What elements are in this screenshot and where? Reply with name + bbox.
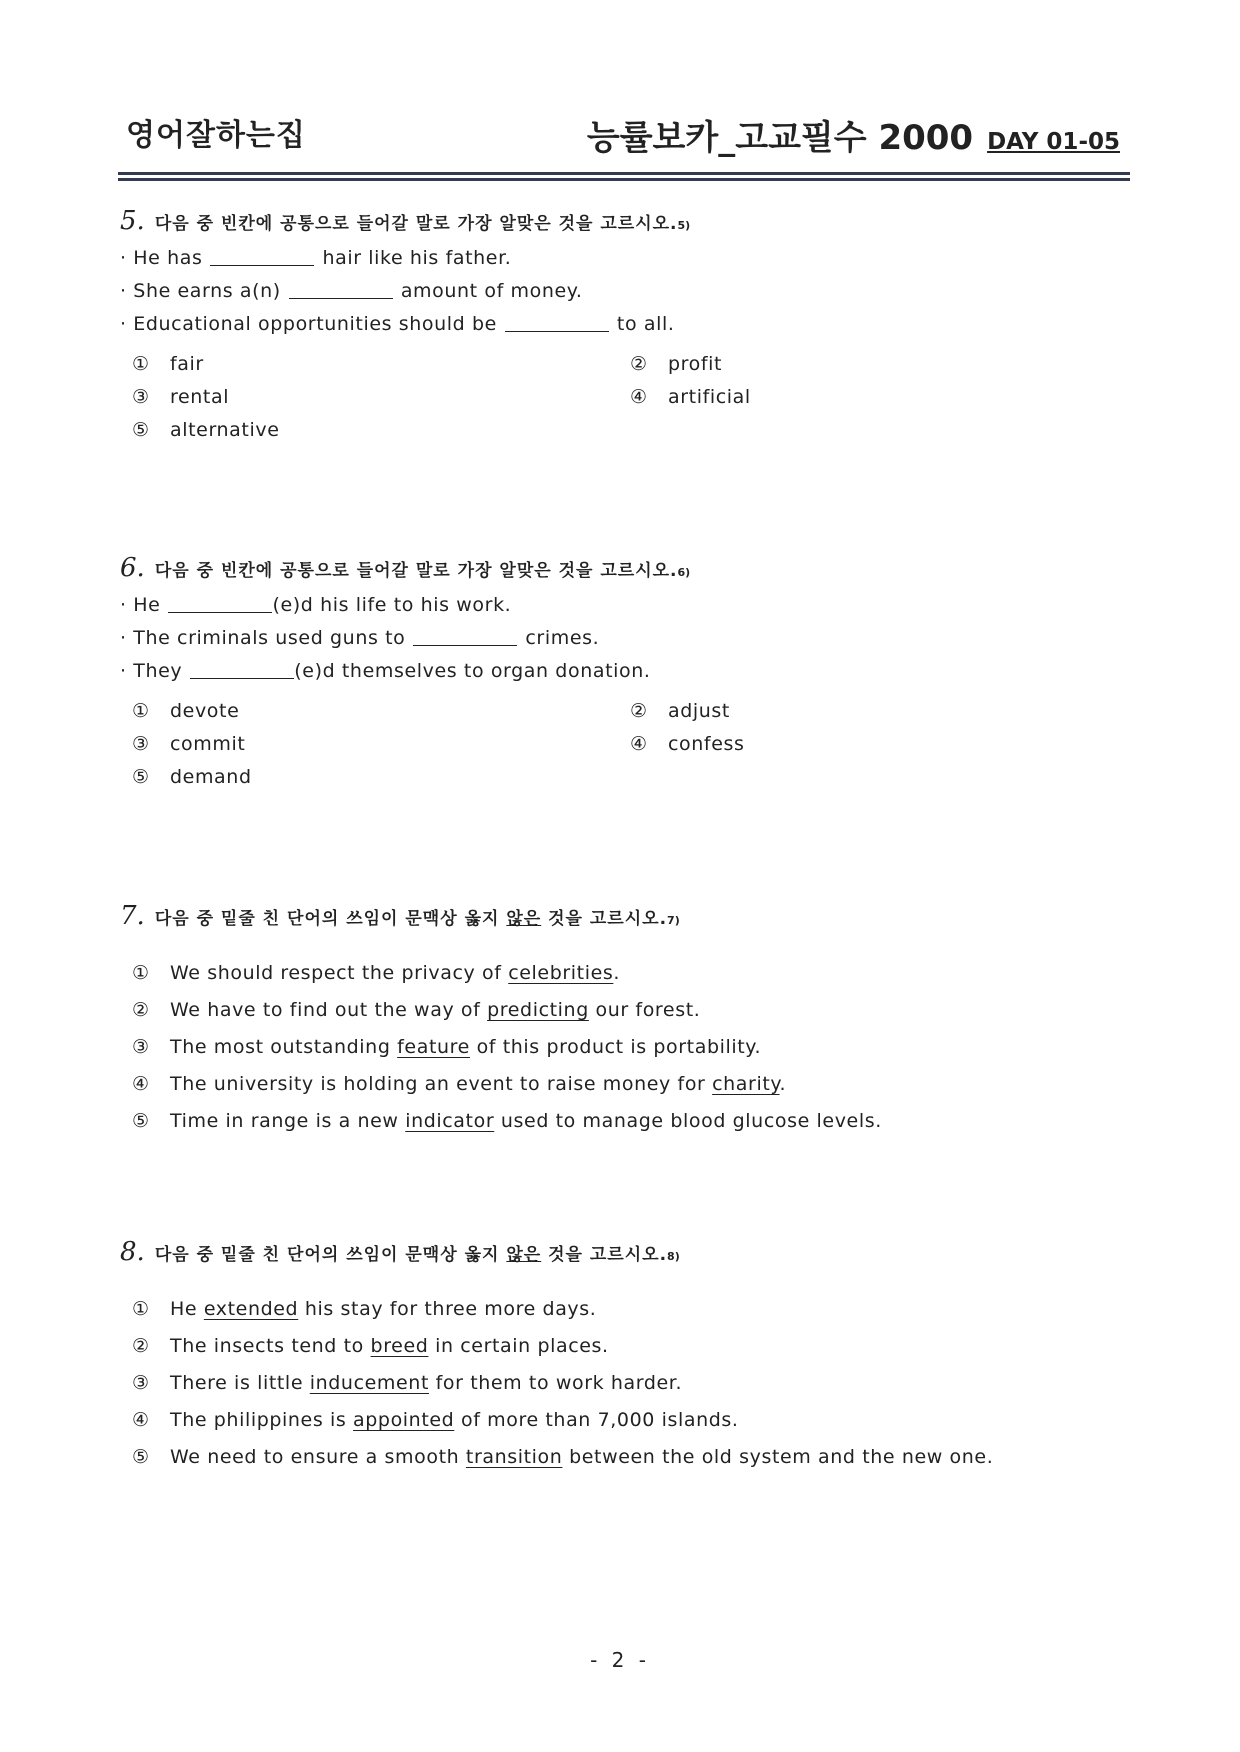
footnote-mark: 8): [667, 1250, 680, 1263]
answer-blank: [413, 625, 517, 646]
option-2[interactable]: ② The insects tend to breed in certain places.: [132, 1335, 609, 1357]
day-range: DAY 01-05: [987, 129, 1120, 155]
question-number: 7.: [120, 901, 145, 931]
answer-options: [120, 1291, 1120, 1476]
emphasis-not: 않은: [506, 909, 542, 929]
underlined-word: charity: [712, 1073, 780, 1095]
header-rule-bottom: [118, 178, 1130, 181]
option-4[interactable]: ④ The philippines is appointed of more than 7,000 islands.: [132, 1409, 739, 1431]
footnote-mark: 6): [677, 566, 691, 579]
underlined-word: appointed: [353, 1409, 455, 1431]
blank-sentence: · He (e)d his life to his work.: [120, 594, 512, 616]
answer-blank: [289, 278, 393, 299]
emphasis-not: 않은: [506, 1245, 542, 1265]
question-number: 5.: [120, 206, 145, 236]
underlined-word: indicator: [405, 1110, 495, 1132]
page-number: - 2 -: [590, 1648, 650, 1672]
question-header: [120, 206, 1120, 242]
option-5[interactable]: ⑤ demand: [132, 766, 252, 788]
option-2[interactable]: ② adjust: [630, 700, 730, 722]
question-7: [120, 901, 1120, 1140]
blank-sentence: · They (e)d themselves to organ donation.: [120, 660, 651, 682]
underlined-word: predicting: [487, 999, 589, 1021]
blank-sentence: · She earns a(n) amount of money.: [120, 280, 583, 302]
underlined-word: breed: [370, 1335, 429, 1357]
option-2[interactable]: ② We have to find out the way of predicting our forest.: [132, 999, 701, 1021]
book-heading: [587, 110, 1120, 159]
book-title: 능률보카_고교필수 2000: [586, 118, 974, 158]
option-4[interactable]: ④ The university is holding an event to raise money for charity.: [132, 1073, 787, 1095]
option-4[interactable]: ④ confess: [630, 733, 745, 755]
question-header: [120, 553, 1120, 589]
blank-sentence: · The criminals used guns to crimes.: [120, 627, 600, 649]
underlined-word: inducement: [309, 1372, 429, 1394]
underlined-word: extended: [203, 1298, 299, 1320]
question-number: 8.: [120, 1237, 145, 1267]
option-1[interactable]: ① devote: [132, 700, 240, 722]
question-prompt: 다음 중 밑줄 친 단어의 쓰임이 문맥상 옳지 않은 것을 고르시오.: [154, 1245, 668, 1265]
underlined-word: feature: [397, 1036, 470, 1058]
question-8: [120, 1237, 1120, 1476]
footnote-mark: 7): [667, 914, 680, 927]
option-5[interactable]: ⑤ alternative: [132, 419, 280, 441]
footnote-mark: 5): [677, 219, 691, 232]
option-3[interactable]: ③ There is little inducement for them to work harder.: [132, 1372, 683, 1394]
question-5: [120, 206, 1120, 441]
option-3[interactable]: ③ commit: [132, 733, 246, 755]
option-3[interactable]: ③ rental: [132, 386, 230, 408]
option-2[interactable]: ② profit: [630, 353, 723, 375]
question-number: 6.: [120, 553, 145, 583]
answer-blank: [505, 311, 609, 332]
option-5[interactable]: ⑤ We need to ensure a smooth transition between the old system and the new one.: [132, 1446, 994, 1468]
question-header: [120, 901, 1120, 937]
blank-sentence: · He has hair like his father.: [120, 247, 512, 269]
question-prompt: 다음 중 빈칸에 공통으로 들어갈 말로 가장 알맞은 것을 고르시오.: [154, 214, 678, 234]
option-3[interactable]: ③ The most outstanding feature of this product is portability.: [132, 1036, 762, 1058]
question-prompt: 다음 중 빈칸에 공통으로 들어갈 말로 가장 알맞은 것을 고르시오.: [154, 561, 678, 581]
question-prompt: 다음 중 밑줄 친 단어의 쓰임이 문맥상 옳지 않은 것을 고르시오.: [154, 909, 668, 929]
answer-blank: [168, 592, 272, 613]
answer-blank: [210, 245, 314, 266]
option-1[interactable]: ① He extended his stay for three more days.: [132, 1298, 597, 1320]
underlined-word: transition: [465, 1446, 563, 1468]
underlined-word: celebrities: [508, 962, 614, 984]
option-5[interactable]: ⑤ Time in range is a new indicator used to manage blood glucose levels.: [132, 1110, 882, 1132]
header-rule-top: [118, 172, 1130, 175]
brand-title: 영어잘하는집: [126, 118, 306, 153]
option-1[interactable]: ① We should respect the privacy of celebrities.: [132, 962, 621, 984]
question-6: [120, 553, 1120, 788]
answer-options: [120, 955, 1120, 1140]
answer-blank: [190, 658, 294, 679]
page-header: [120, 110, 1120, 158]
question-header: [120, 1237, 1120, 1273]
blank-sentence: · Educational opportunities should be to all.: [120, 313, 675, 335]
option-1[interactable]: ① fair: [132, 353, 204, 375]
option-4[interactable]: ④ artificial: [630, 386, 751, 408]
